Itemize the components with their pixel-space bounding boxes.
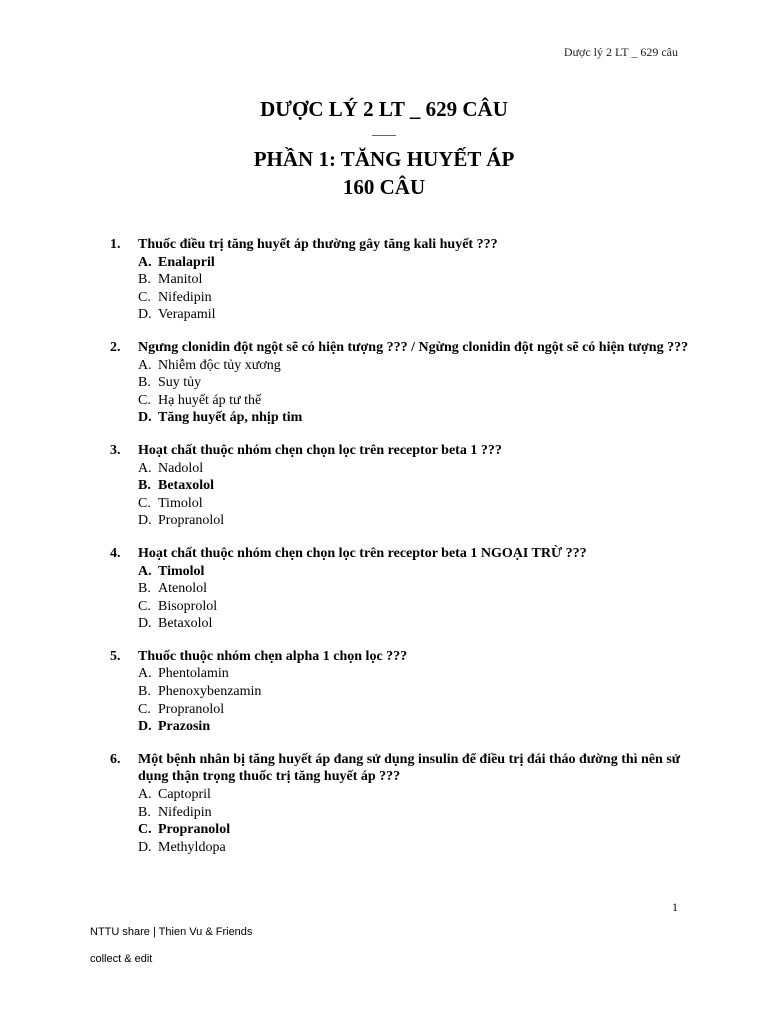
answer-option bbox=[138, 701, 690, 719]
question-item bbox=[110, 751, 690, 857]
question-stem bbox=[110, 648, 690, 666]
answer-option bbox=[138, 615, 690, 633]
question-number: 3. bbox=[110, 442, 121, 458]
question-text: Ngưng clonidin đột ngột sẽ có hiện tượng ??? / Ngừng clonidin đột ngột sẽ có hiện tượng ??? bbox=[138, 339, 689, 355]
option-letter: D. bbox=[138, 307, 152, 323]
question-text: Thuốc thuộc nhóm chẹn alpha 1 chọn lọc ??? bbox=[138, 648, 408, 664]
answer-option-correct bbox=[138, 821, 690, 839]
answer-option-correct bbox=[138, 477, 690, 495]
document-title: DƯỢC LÝ 2 LT _ 629 CÂU bbox=[260, 97, 508, 121]
question-stem bbox=[110, 236, 690, 254]
question-item bbox=[110, 545, 690, 633]
question-text: Một bệnh nhân bị tăng huyết áp đang sử dụng insulin để điều trị đái tháo đường thì nên sử dụng thận trọng thuốc trị tăng huyết áp ??? bbox=[138, 751, 681, 785]
question-text: Thuốc điều trị tăng huyết áp thường gây tăng kali huyết ??? bbox=[138, 237, 498, 252]
answer-options bbox=[138, 357, 690, 427]
answer-option bbox=[138, 271, 690, 289]
option-text: Phentolamin bbox=[158, 666, 229, 682]
question-text: Hoạt chất thuộc nhóm chẹn chọn lọc trên receptor beta 1 NGOẠI TRỪ ??? bbox=[138, 545, 587, 561]
answer-option bbox=[138, 683, 690, 701]
answer-option bbox=[138, 289, 690, 307]
question-number: 1. bbox=[110, 237, 121, 252]
answer-option bbox=[138, 374, 690, 392]
answer-option bbox=[138, 804, 690, 822]
option-text: Hạ huyết áp tư thế bbox=[158, 392, 262, 408]
option-text: Bisoprolol bbox=[158, 598, 218, 614]
answer-option bbox=[138, 839, 690, 857]
option-text: Prazosin bbox=[158, 719, 211, 735]
question-stem bbox=[110, 442, 690, 460]
answer-options bbox=[138, 665, 690, 735]
option-text: Nifedipin bbox=[158, 289, 212, 305]
answer-option bbox=[138, 495, 690, 513]
question-item bbox=[110, 442, 690, 530]
title-rule: ____ bbox=[372, 123, 396, 137]
option-text: Methyldopa bbox=[158, 839, 226, 855]
option-letter: C. bbox=[138, 392, 151, 408]
answer-options bbox=[138, 460, 690, 530]
part-question-count: 160 CÂU bbox=[342, 175, 426, 199]
option-text: Timolol bbox=[158, 563, 205, 579]
option-text: Atenolol bbox=[158, 581, 207, 597]
option-text: Propranolol bbox=[158, 513, 225, 529]
option-text: Timolol bbox=[158, 495, 203, 511]
answer-option bbox=[138, 598, 690, 616]
answer-option bbox=[138, 392, 690, 410]
option-letter: D. bbox=[138, 513, 152, 529]
option-text: Propranolol bbox=[158, 701, 225, 717]
question-number: 2. bbox=[110, 339, 121, 355]
question-list bbox=[110, 236, 690, 871]
page-number: 1 bbox=[672, 900, 678, 914]
option-text: Propranolol bbox=[158, 822, 231, 838]
option-letter: D. bbox=[138, 616, 152, 632]
answer-options bbox=[138, 786, 690, 856]
answer-option bbox=[138, 306, 690, 324]
option-text: Betaxolol bbox=[158, 616, 213, 632]
option-text: Betaxolol bbox=[158, 478, 214, 494]
answer-option bbox=[138, 460, 690, 478]
question-stem bbox=[110, 545, 690, 563]
option-letter: A. bbox=[138, 357, 152, 373]
answer-options bbox=[138, 563, 690, 633]
option-text: Enalapril bbox=[158, 254, 215, 270]
option-letter: C. bbox=[138, 598, 151, 614]
part-title: PHẦN 1: TĂNG HUYẾT ÁP bbox=[253, 147, 515, 171]
option-letter: A. bbox=[138, 666, 152, 682]
question-number: 5. bbox=[110, 648, 121, 664]
question-number: 4. bbox=[110, 545, 121, 561]
title-block bbox=[0, 95, 768, 201]
answer-option bbox=[138, 665, 690, 683]
option-letter: B. bbox=[138, 804, 151, 820]
option-letter: B. bbox=[138, 684, 151, 700]
answer-option-correct bbox=[138, 254, 690, 272]
option-text: Tăng huyết áp, nhịp tim bbox=[158, 410, 303, 426]
option-text: Nifedipin bbox=[158, 804, 212, 820]
footer-credit: NTTU share | Thien Vu & Friends bbox=[90, 926, 253, 938]
option-text: Nhiễm độc tủy xương bbox=[158, 357, 281, 373]
question-stem bbox=[110, 751, 690, 786]
option-letter: A. bbox=[138, 563, 152, 579]
option-text: Captopril bbox=[158, 787, 211, 803]
option-letter: B. bbox=[138, 272, 151, 288]
option-letter: C. bbox=[138, 495, 151, 511]
answer-options bbox=[138, 254, 690, 324]
option-text: Suy tủy bbox=[158, 375, 202, 391]
option-letter: B. bbox=[138, 581, 151, 597]
option-letter: A. bbox=[138, 460, 152, 476]
answer-option-correct bbox=[138, 409, 690, 427]
question-text: Hoạt chất thuộc nhóm chẹn chọn lọc trên receptor beta 1 ??? bbox=[138, 442, 502, 458]
answer-option-correct bbox=[138, 563, 690, 581]
option-letter: C. bbox=[138, 822, 152, 838]
answer-option bbox=[138, 786, 690, 804]
option-text: Nadolol bbox=[158, 460, 204, 476]
option-text: Verapamil bbox=[158, 307, 216, 323]
option-letter: B. bbox=[138, 478, 151, 494]
footer-note: collect & edit bbox=[90, 953, 153, 965]
option-letter: D. bbox=[138, 839, 152, 855]
option-text: Manitol bbox=[158, 272, 203, 288]
option-letter: C. bbox=[138, 289, 151, 305]
running-header: Dược lý 2 LT _ 629 câu bbox=[563, 45, 678, 59]
option-letter: A. bbox=[138, 254, 152, 270]
question-item bbox=[110, 648, 690, 736]
answer-option bbox=[138, 580, 690, 598]
option-letter: D. bbox=[138, 719, 152, 735]
option-letter: D. bbox=[138, 410, 152, 426]
question-number: 6. bbox=[110, 751, 121, 767]
answer-option-correct bbox=[138, 718, 690, 736]
option-letter: B. bbox=[138, 375, 151, 391]
option-letter: C. bbox=[138, 701, 151, 717]
question-stem bbox=[110, 339, 690, 357]
answer-option bbox=[138, 512, 690, 530]
answer-option bbox=[138, 357, 690, 375]
question-item bbox=[110, 339, 690, 427]
option-letter: A. bbox=[138, 787, 152, 803]
question-item bbox=[110, 236, 690, 324]
option-text: Phenoxybenzamin bbox=[158, 684, 262, 700]
